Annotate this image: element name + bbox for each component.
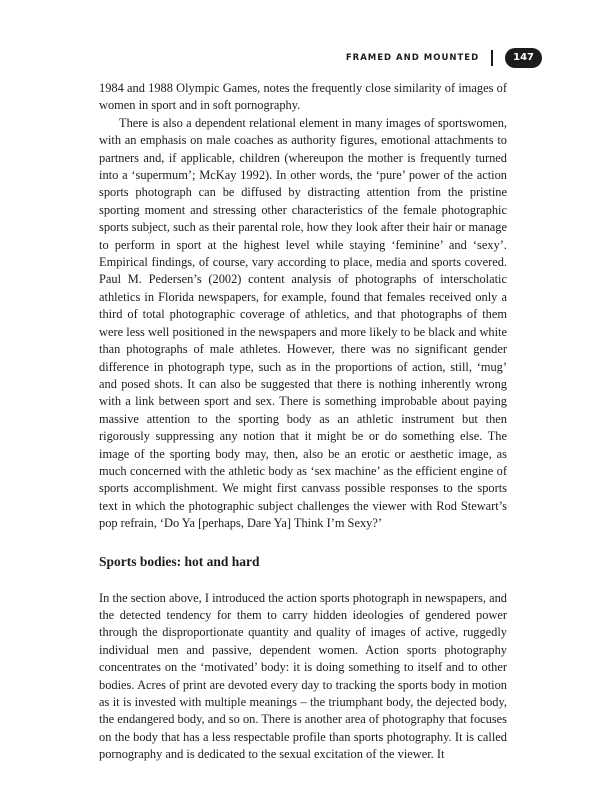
section-heading: Sports bodies: hot and hard [99,553,260,569]
page-body [99,80,507,764]
header-divider [491,50,493,66]
running-header [346,47,542,69]
page-number: 147 [505,48,542,68]
running-title: FRAMED AND MOUNTED [345,53,480,63]
paragraph: In the section above, I introduced the action sports photograph in newspapers, and the detected tendency for them to carry hidden ideologies of gendered power through the disproportionate quantity and quality of images of active, ruggedly individual men and passive, dependent women. Action sports photography concentrates on the ‘motivated’ body: it is doing something to itself and to other bodies. Acres of print are devoted every day to tracking the sports body in motion as it is invested with multiple meanings – the triumphant body, the dejected body, the endangered body, and so on. There is another area of photography that focuses on the body that has a less respectable profile than sports photography. It is called pornography and is dedicated to the sexual excitation of the viewer. It [99,590,507,762]
paragraph-continued: 1984 and 1988 Olympic Games, notes the frequently close similarity of images of women in sport and in soft pornography. [99,81,507,113]
paragraph: There is also a dependent relational element in many images of sportswomen, with an emphasis on male coaches as authority figures, emotional attachments to partners and, if applicable, children (whereupon the mother is frequently turned into a ‘supermum’; McKay 1992). In other words, the ‘pure’ power of the action sports photograph can be diffused by distracting attention from the pristine sporting moment and stressing other characteristics of the female photographic sports subject, such as their parental role, how they look after their hair or manage to perform in sport at the highest level while staying ‘feminine’ and ‘sexy’. Empirical findings, of course, vary according to place, media and sports covered. Paul M. Pedersen’s (2002) content analysis of photographs of interscholatic athletics in Florida newspapers, for example, found that females received only a third of total photographic coverage of athletics, and that photographs of them were less well positioned in the newspapers and more likely to be black and white than photographs of male athletes. However, there was no significant gender difference in photograph type, such as in the proportions of action, still, ‘mug’ and posed shots. It can also be suggested that there is nothing inherently wrong with a link between sport and sex. There is something improbable about paying massive attention to the sporting body as an athletic instrument but then rigorously suppressing any notion that it might be or do something else. The image of the sporting body may, then, also be an erotic or aesthetic image, as much concerned with the athletic body as ‘sex machine’ as the efficient engine of sports accomplishment. We might first canvass possible responses to the sports text in which the photographic subject challenges the viewer with Rod Stewart’s pop refrain, ‘Do Ya [perhaps, Dare Ya] Think I’m Sexy?’ [99,115,507,531]
